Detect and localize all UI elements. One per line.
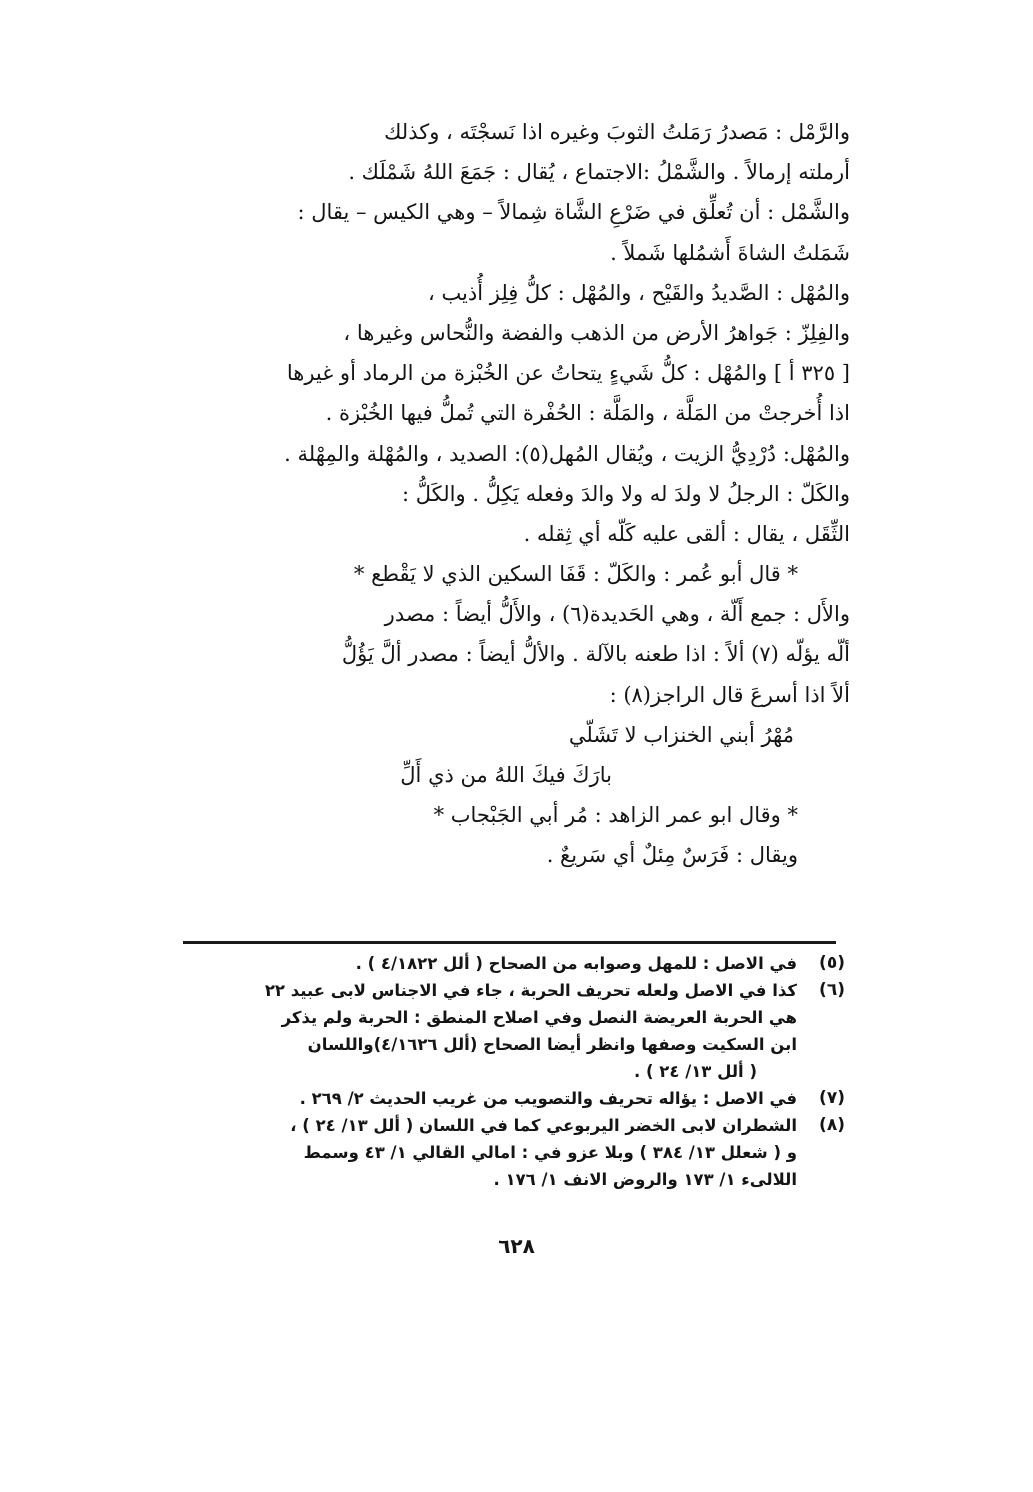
verse-line: مُهْرُ أبني الخنزاب لا تَشَلّي xyxy=(568,722,794,747)
footnote-divider xyxy=(183,941,836,944)
footnote xyxy=(190,1112,845,1193)
footnote-line: الشطران لابى الخضر اليربوعي كما في اللسان ( ألل ١٣/ ٢٤ ) ، xyxy=(290,1116,797,1135)
footnote-line: في الاصل : للمهل وصوابه من الصحاح ( ألل ٤/١٨٢٢ ) . xyxy=(355,954,797,973)
text-line: والشَّمْل : أن تُعلِّق في ضَرْعِ الشَّاة شِمالاً – وهي الكيس – يقال : xyxy=(297,200,850,225)
footnote-number: (٦) xyxy=(819,980,845,1000)
footnote xyxy=(190,1085,845,1112)
text-line: والأَل : جمع أَلّة ، وهي الحَديدة(٦) ، والأَلُّ أيضاً : مصدر xyxy=(384,602,850,627)
text-line: والفِلِزّ : جَواهرُ الأرض من الذهب والفضة والنُّحاس وغيرها ، xyxy=(343,320,850,345)
text-line: اذا أُخرجتْ من المَلَّة ، والمَلَّة : الحُفْرة التي تُملُّ فيها الخُبْزة . xyxy=(325,401,850,426)
text-line: شَمَلتُ الشاةَ أَشمُلها شَملاً . xyxy=(610,240,850,265)
text-line: ألاً اذا أسرعَ قال الراجز(٨) : xyxy=(609,682,850,707)
text-line: والكَلّ : الرجلُ لا ولدَ له ولا والدَ وفعله يَكِلُّ . والكَلُّ : xyxy=(402,481,850,506)
text-line: والمُهْل : الصَّديدُ والقَيْح ، والمُهْل : كلُّ فِلِز أُذيب ، xyxy=(427,280,850,305)
footnote-line: و ( شعلل ١٣/ ٣٨٤ ) وبلا عزو في : امالي القالي ١/ ٤٣ وسمط xyxy=(303,1143,797,1162)
verse-line: بارَكَ فيكَ اللهُ من ذي أَلِّ xyxy=(400,763,612,787)
footnote-line: كذا في الاصل ولعله تحريف الحربة ، جاء في الاجناس لابى عبيد ٢٢ xyxy=(264,981,797,1000)
footnote-line: هي الحربة العريضة النصل وفي اصلاح المنطق : الحربة ولم يذكر xyxy=(281,1008,797,1027)
quote-line: * وقال ابو عمر الزاهد : مُر أبي الجَبْجاب * xyxy=(433,803,798,828)
footnote-line: ابن السكيت وصفها وانظر أيضا الصحاح (ألل ٤/١٦٢٦)واللسان xyxy=(307,1035,797,1054)
text-line: ويقال : فَرَسٌ مِئلٌ أي سَريعٌ . xyxy=(546,843,798,868)
text-line: الثِّقَل ، يقال : ألقى عليه كَلّه أي ثِقله . xyxy=(523,521,850,546)
text-line: ألّه يؤلّه (٧) ألاً : اذا طعنه بالآلة . والألُّ أيضاً : مصدر ألَّ يَؤُلُّ xyxy=(341,642,850,667)
footnote-line: اللالىء ١/ ١٧٣ والروض الانف ١/ ١٧٦ . xyxy=(493,1170,797,1189)
text-line: والمُهْل: دُرْدِيُّ الزيت ، ويُقال المُهل(٥): الصديد ، والمُهْلة والمِهْلة . xyxy=(284,441,850,466)
quote-line: * قال أبو عُمر : والكَلّ : قَفَا السكين الذي لا يَقْطع * xyxy=(353,562,798,587)
main-text xyxy=(170,112,850,876)
text-line: [ ٣٢٥ أ ] والمُهْل : كلُّ شَيءٍ يتحاتُ عن الخُبْزة من الرماد أو غيرها xyxy=(286,361,850,386)
footnote xyxy=(190,950,845,977)
page-number: ٦٢٨ xyxy=(498,1234,535,1258)
footnote-number: (٧) xyxy=(819,1088,845,1108)
footnote-line: في الاصل : يؤاله تحريف والتصويب من غريب الحديث ٢/ ٢٦٩ . xyxy=(299,1089,797,1108)
footnote-line: ( ألل ١٣/ ٢٤ ) . xyxy=(633,1062,757,1081)
footnotes xyxy=(190,950,845,1193)
footnote-number: (٥) xyxy=(819,953,845,973)
footnote-number: (٨) xyxy=(819,1115,845,1135)
footnote xyxy=(190,977,845,1085)
text-line: أرملته إرمالاً . والشَّمْلُ :الاجتماع ، يُقال : جَمَعَ اللهُ شَمْلَك . xyxy=(348,160,850,185)
text-line: والرَّمْل : مَصدرُ رَمَلتُ الثوبَ وغيره اذا نَسجْتَه ، وكذلك xyxy=(384,120,850,144)
